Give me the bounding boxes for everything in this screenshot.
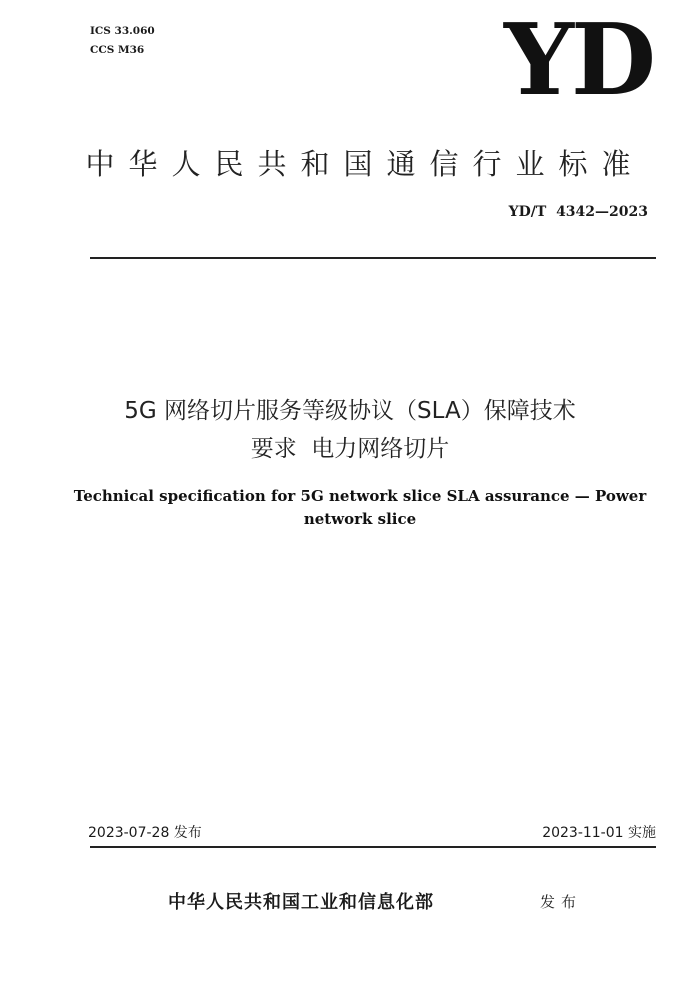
implementation-date: 2023-11-01 实施 (542, 825, 656, 841)
standard-number: YD/T 4342—2023 (508, 204, 648, 220)
bottom-divider (90, 846, 656, 848)
chinese-title (40, 392, 660, 468)
industry-standard-heading: 中华人民共和国通信行业标准 (85, 147, 645, 181)
issuing-authority: 中华人民共和国工业和信息化部 (168, 892, 434, 913)
ics-code: ICS 33.060 (90, 25, 155, 37)
classification-codes (90, 22, 155, 60)
top-divider (90, 257, 656, 259)
english-title-line-2: network slice (303, 510, 417, 528)
chinese-title-line-1: 5G 网络切片服务等级协议（SLA）保障技术 (124, 398, 576, 424)
ccs-code: CCS M36 (90, 44, 145, 56)
yd-logo: YD (504, 3, 653, 118)
english-title-line-1: Technical specification for 5G network slice SLA assurance — Power (73, 487, 647, 505)
english-title (60, 485, 660, 531)
chinese-title-line-2: 要求 电力网络切片 (250, 436, 450, 462)
issue-date: 2023-07-28 发布 (88, 825, 202, 841)
issued-label: 发布 (540, 893, 583, 911)
